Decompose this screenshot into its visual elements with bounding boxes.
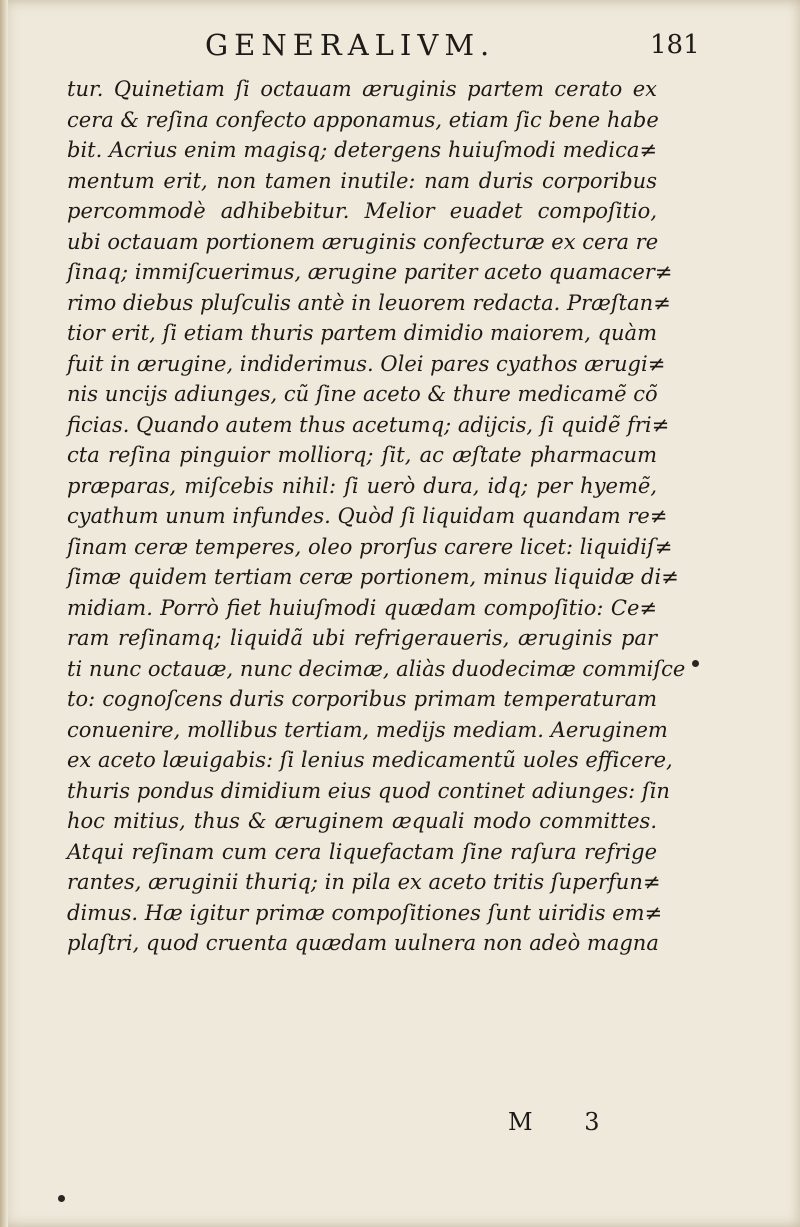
- text-line: ram reſinamq; liquidã ubi refrigeraueris, æruginis par: [67, 626, 657, 650]
- text-line: hoc mitius, thus & æruginem æquali modo committes.: [67, 809, 657, 833]
- text-line: fuit in ærugine, indiderimus. Olei pares cyathos ærugi≠: [67, 351, 666, 376]
- text-line: bit. Acrius enim magisq; detergens huiuſmodi medica≠: [67, 138, 657, 162]
- text-line: conuenire, mollibus tertiam, medijs mediam. Aeruginem: [67, 717, 668, 742]
- text-line: cyathum unum infundes. Quòd ſi liquidam quandam re≠: [67, 504, 668, 528]
- text-line: ſinaq; immiſcuerimus, ærugine pariter aceto quamacer≠: [67, 260, 673, 284]
- text-line: tior erit, ſi etiam thuris partem dimidio maiorem, quàm: [67, 321, 657, 345]
- running-head: GENERALIVM.: [205, 28, 496, 62]
- page-number: 181: [650, 30, 700, 60]
- text-line: cta reſina pinguior molliorq; ſit, ac æſtate pharmacum: [67, 443, 657, 467]
- text-line: Atqui reſinam cum cera liquefactam ſine raſura refrige: [67, 839, 657, 864]
- text-line: cera & reſina confecto apponamus, etiam ſic bene habe: [67, 107, 659, 132]
- text-line: ficias. Quando autem thus acetumq; adijcis, ſi quidẽ fri≠: [67, 412, 670, 437]
- text-line: rimo diebus pluſculis antè in leuorem redacta. Præſtan≠: [67, 290, 671, 315]
- text-line: præparas, miſcebis nihil: ſi uerò dura, idq; per hyemẽ,: [67, 473, 657, 498]
- signature-mark: M 3: [508, 1108, 622, 1136]
- text-line: ſinam ceræ temperes, oleo prorſus carere licet: liquidiſ≠: [67, 534, 673, 559]
- page-header: [0, 28, 800, 78]
- ink-speck: [58, 1195, 65, 1202]
- text-line: midiam. Porrò fiet huiuſmodi quædam compoſitio: Ce≠: [67, 595, 657, 620]
- text-line: dimus. Hæ igitur primæ compoſitiones ſunt uiridis em≠: [67, 900, 663, 925]
- text-line: percommodè adhibebitur. Melior euadet compoſitio,: [67, 199, 657, 223]
- text-line: tur. Quinetiam ſi octauam æruginis partem cerato ex: [67, 77, 657, 101]
- text-line: plaſtri, quod cruenta quædam uulnera non adeò magna: [67, 931, 659, 955]
- text-line: ubi octauam portionem æruginis confecturæ ex cera re: [67, 229, 659, 254]
- text-line: mentum erit, non tamen inutile: nam duris corporibus: [67, 168, 657, 193]
- ink-speck: [692, 660, 699, 667]
- text-line: thuris pondus dimidium eius quod continet adiunges: ſin: [67, 778, 670, 803]
- text-line: to: cognoſcens duris corporibus primam temperaturam: [67, 687, 657, 711]
- text-line: nis uncijs adiunges, cũ ſine aceto & thure medicamẽ cõ: [67, 382, 658, 406]
- text-line: ti nunc octauæ, nunc decimæ, aliàs duodecimæ commiſce: [67, 656, 686, 681]
- body-text: [67, 74, 686, 959]
- text-line: rantes, æruginii thuriq; in pila ex aceto tritis ſuperfun≠: [67, 870, 661, 894]
- text-line: ex aceto læuigabis: ſi lenius medicamentũ uoles efficere,: [67, 748, 673, 772]
- page-gutter-shadow: [0, 0, 8, 1227]
- text-line: ſimæ quidem tertiam ceræ portionem, minus liquidæ di≠: [67, 565, 679, 589]
